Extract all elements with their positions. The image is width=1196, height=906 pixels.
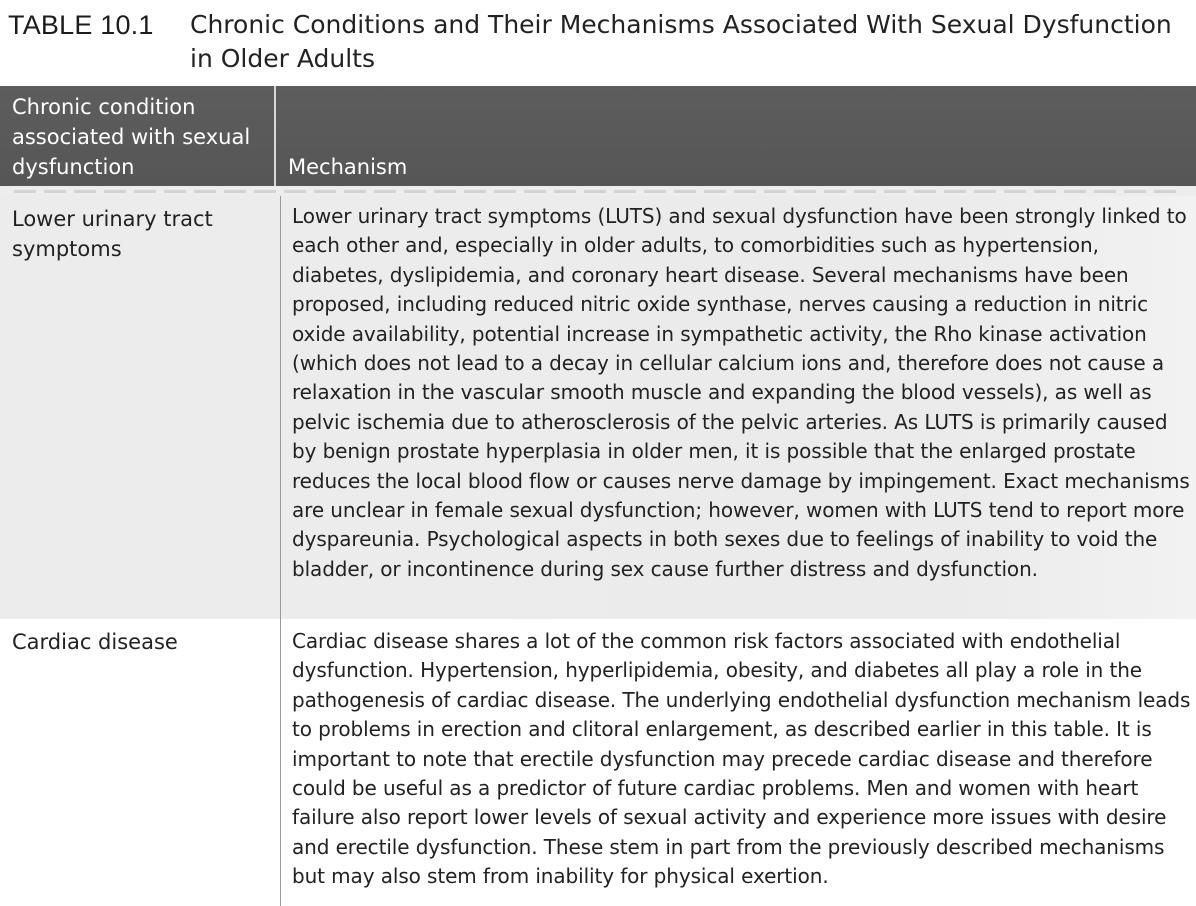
table-label: TABLE 10.1 — [8, 10, 154, 40]
table-header — [0, 86, 1196, 186]
table-row — [0, 196, 1196, 619]
clipped-previous-row — [0, 186, 1196, 196]
conditions-table — [0, 86, 1196, 906]
table-row — [0, 619, 1196, 906]
header-mechanism: Mechanism — [288, 155, 408, 179]
column-divider — [280, 196, 281, 619]
header-divider — [274, 86, 276, 186]
condition-cell: Cardiac disease — [12, 630, 178, 654]
header-condition: Chronic condition associated with sexual dysfunction — [12, 95, 251, 179]
table-title — [8, 8, 1188, 76]
clipped-text-fragment — [14, 190, 1184, 193]
condition-cell: Lower urinary tract symptoms — [12, 207, 213, 261]
mechanism-cell: Lower urinary tract symptoms (LUTS) and sexual dysfunction have been strongly linked to each other and, especially in older adults, to comorbidities such as hypertension, diabetes, dyslipidemia, and coronary heart disease. Several mechanisms have been proposed, including reduced nitric oxide synthase, nerves causing a reduction in nitric oxide availability, potential increase in sympathetic activity, the Rho kinase activation (which does not lead to a decay in cellular calcium ions and, therefore does not cause a relaxation in the vascular smooth muscle and expanding the blood vessels), as well as pelvic ischemia due to atherosclerosis of the pelvic arteries. As LUTS is primarily caused by benign prostate hyperplasia in older men, it is possible that the enlarged prostate reduces the local blood flow or causes nerve damage by impingement. Exact mechanisms are unclear in female sexual dysfunction; however, women with LUTS tend to report more dyspareunia. Psychological aspects in both sexes due to feelings of inability to void the bladder, or incontinence during sex cause further distress and dysfunction. — [292, 204, 1190, 581]
table-caption: Chronic Conditions and Their Mechanisms Associated With Sexual Dysfunction in Older Adults — [190, 10, 1172, 73]
mechanism-cell: Cardiac disease shares a lot of the common risk factors associated with endothelial dysfunction. Hypertension, hyperlipidemia, obesity, and diabetes all play a role in the pathogenesis of cardiac disease. The underlying endothelial dysfunction mechanism leads to problems in erection and clitoral enlargement, as described earlier in this table. It is important to note that erectile dysfunction may precede cardiac disease and therefore could be useful as a predictor of future cardiac problems. Men and women with heart failure also report lower levels of sexual activity and experience more issues with desire and erectile dysfunction. These stem in part from the previously described mechanisms but may also stem from inability for physical exertion. — [292, 629, 1191, 889]
column-divider — [280, 619, 281, 906]
